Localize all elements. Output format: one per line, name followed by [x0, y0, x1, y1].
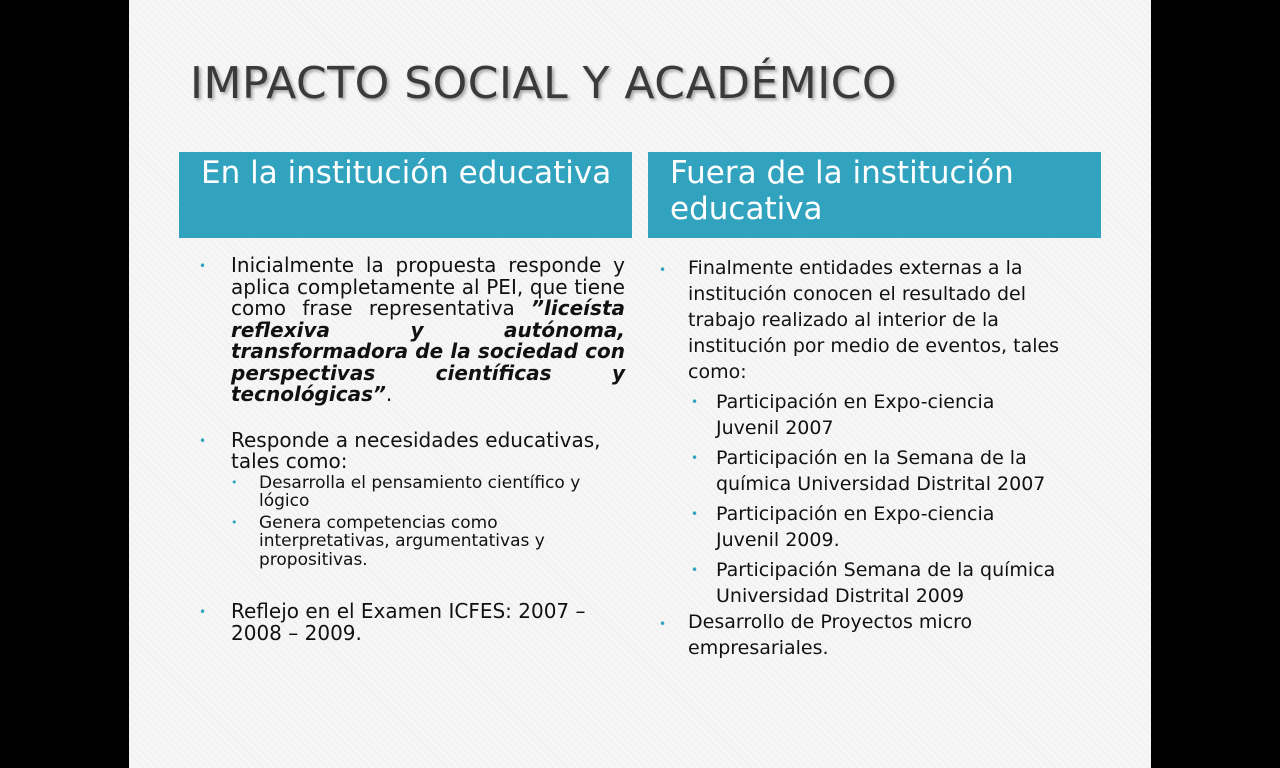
bullet-icon: • [231, 475, 238, 489]
left-bullet-list [197, 255, 625, 644]
sub-list-item [654, 557, 1090, 609]
slide-title: IMPACTO SOCIAL Y ACADÉMICO [190, 58, 898, 109]
list-item [197, 255, 625, 406]
sub-list-item-text: Participación en la Semana de la química Universidad Distrital 2007 [716, 447, 1046, 495]
sub-list-item-text: Participación en Expo-ciencia Juvenil 2009. [716, 503, 995, 551]
right-column-body [654, 255, 1090, 661]
sub-list-item [197, 514, 625, 570]
list-item-text: Finalmente entidades externas a la institución conocen el resultado del trabajo realizado al interior de la institución por medio de eventos, tales como: [688, 257, 1060, 383]
bullet-icon: • [691, 563, 699, 577]
slide [129, 0, 1151, 768]
sub-list-item [654, 501, 1090, 553]
bullet-icon: • [691, 395, 699, 409]
left-column-body [197, 255, 625, 644]
list-item-text: Reflejo en el Examen ICFES: 2007 – 2008 – 2009. [231, 599, 586, 645]
list-item [197, 427, 625, 473]
bullet-icon: • [231, 515, 238, 529]
sub-list-item-text: Participación en Expo-ciencia Juvenil 2007 [716, 391, 995, 439]
sub-list-item [197, 474, 625, 511]
left-column-header: En la institución educativa [179, 152, 632, 238]
list-item-text: Desarrollo de Proyectos micro empresariales. [688, 611, 973, 659]
list-item [654, 255, 1090, 385]
bullet-icon: • [199, 259, 207, 273]
bullet-icon: • [199, 433, 207, 448]
list-item-quote: ”liceísta reflexiva y autónoma, transformadora de la sociedad con perspectivas científicas y tecnológicas” [231, 296, 625, 406]
list-item [197, 601, 625, 644]
bullet-icon: • [691, 507, 699, 521]
bullet-icon: • [659, 617, 667, 631]
list-item-text: Inicialmente la propuesta responde y aplica completamente al PEI, que tiene como frase representativa [231, 253, 625, 320]
list-item-text: Responde a necesidades educativas, tales como: [231, 427, 601, 473]
bullet-icon: • [691, 451, 699, 465]
list-item-text-end: . [385, 382, 393, 406]
sub-list-item-text: Genera competencias como interpretativas, argumentativas y propositivas. [259, 512, 545, 570]
right-column-header: Fuera de la institución educativa [648, 152, 1101, 238]
bullet-icon: • [659, 263, 667, 277]
sub-list-item-text: Desarrolla el pensamiento científico y lógico [259, 472, 581, 511]
sub-list-item-text: Participación Semana de la química Universidad Distrital 2009 [716, 559, 1056, 607]
bullet-icon: • [199, 605, 207, 619]
sub-list-item [654, 445, 1090, 497]
list-item [654, 609, 1090, 661]
right-bullet-list [654, 255, 1090, 661]
sub-list-item [654, 389, 1090, 441]
